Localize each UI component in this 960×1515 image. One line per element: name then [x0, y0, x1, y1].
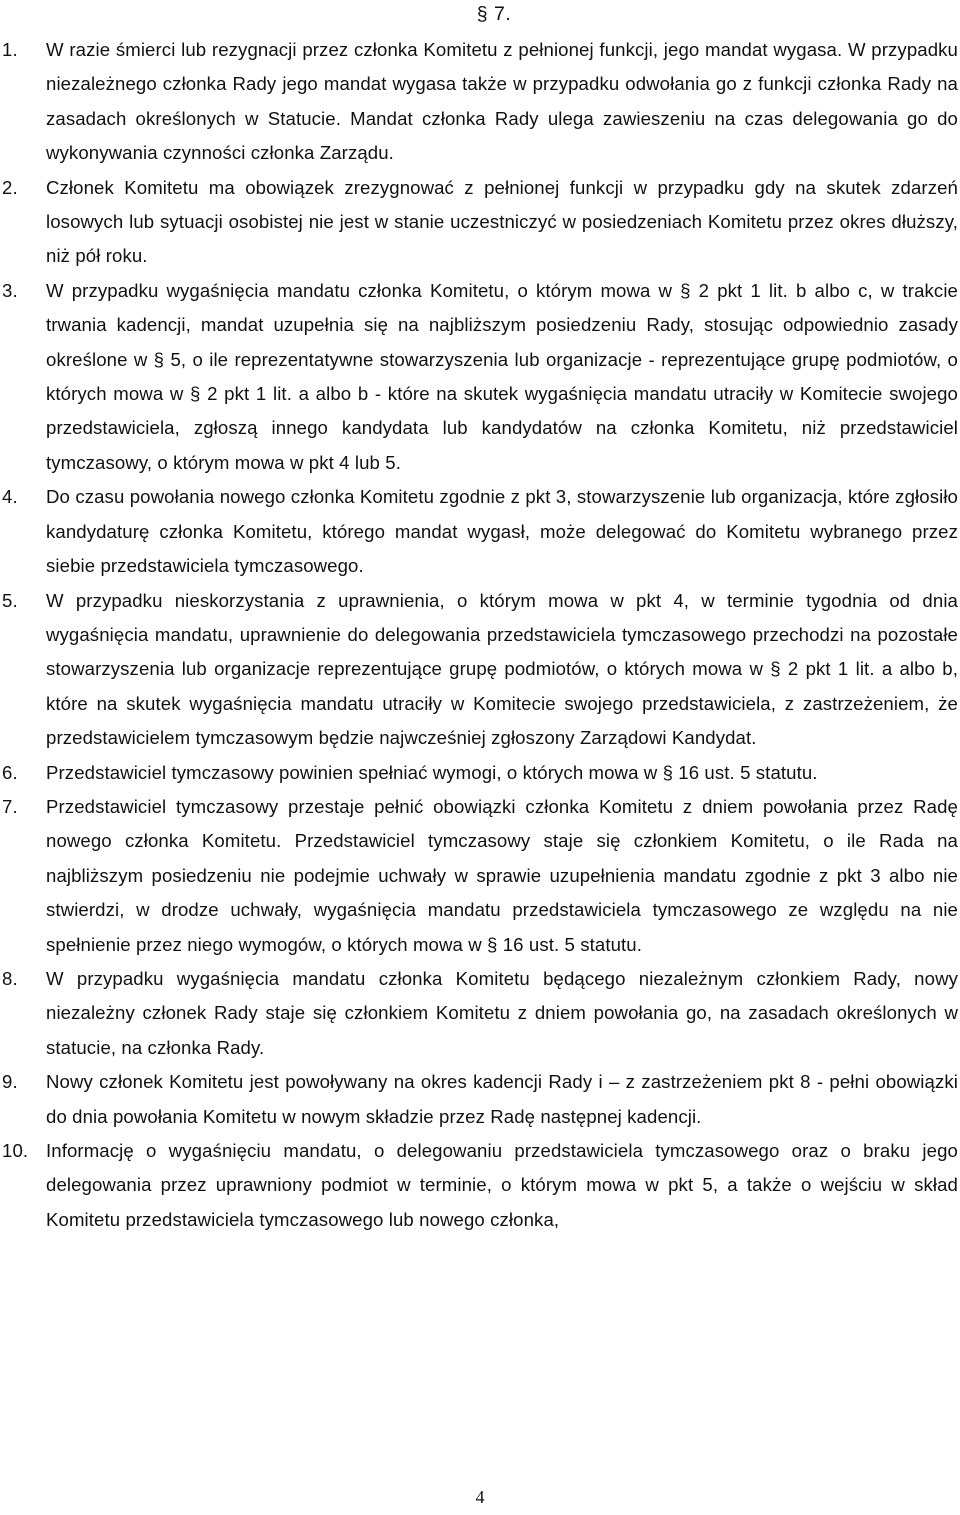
item-number: 10.: [2, 1140, 29, 1161]
section-heading-text: § 7.: [476, 3, 512, 25]
item-number: 1.: [2, 39, 18, 60]
list-item-5: [0, 584, 958, 756]
section-heading: [0, 2, 960, 26]
list-item-4: [0, 480, 958, 583]
item-text: Nowy członek Komitetu jest powoływany na okres kadencji Rady i – z zastrzeżeniem pkt 8 - pełni obowiązki do dnia powołania Komitetu w nowym składzie przez Radę następnej kadencji.: [46, 1071, 958, 1127]
numbered-list: [0, 33, 958, 1237]
item-text: Członek Komitetu ma obowiązek zrezygnować z pełnionej funkcji w przypadku gdy na skutek zdarzeń losowych lub sytuacji osobistej nie jest w stanie uczestniczyć w posiedzeniach Komitetu przez okres dłuższy, niż pół roku.: [46, 176, 958, 267]
item-text: W przypadku wygaśnięcia mandatu członka Komitetu, o którym mowa w § 2 pkt 1 lit. b albo c, w trakcie trwania kadencji, mandat uzupełnia się na najbliższym posiedzeniu Rady, stosując odpowiednio zasady określone w § 5, o ile reprezentatywne stowarzyszenia lub organizacje - reprezentujące grupę podmiotów, o których mowa w § 2 pkt 1 lit. a albo b - które na skutek wygaśnięcia mandatu utraciły w Komitecie swojego przedstawiciela, zgłoszą innego kandydata lub kandydatów na członka Komitetu, niż przedstawiciel tymczasowy, o którym mowa w pkt 4 lub 5.: [46, 279, 958, 473]
item-text: W przypadku nieskorzystania z uprawnienia, o którym mowa w pkt 4, w terminie tygodnia od dnia wygaśnięcia mandatu, uprawnienie do delegowania przedstawiciela tymczasowego przechodzi na pozostałe stowarzyszenia lub organizacje reprezentujące grupę podmiotów, o których mowa w § 2 pkt 1 lit. a albo b, które na skutek wygaśnięcia mandatu utraciły w Komitecie swojego przedstawiciela, z zastrzeżeniem, że przedstawicielem tymczasowym będzie najwcześniej zgłoszony Zarządowi Kandydat.: [46, 589, 958, 749]
list-item-6: [0, 756, 958, 790]
item-text: Informację o wygaśnięciu mandatu, o delegowaniu przedstawiciela tymczasowego oraz o braku jego delegowania przez uprawniony podmiot w terminie, o którym mowa w pkt 5, a także o wejściu w skład Komitetu przedstawiciela tymczasowego lub nowego członka,: [46, 1140, 958, 1230]
list-item-8: [0, 962, 958, 1065]
item-text: Przedstawiciel tymczasowy przestaje pełnić obowiązki członka Komitetu z dniem powołania przez Radę nowego członka Komitetu. Przedstawiciel tymczasowy staje się członkiem Komitetu, o ile Rada na najbliższym posiedzeniu nie podejmie uchwały w sprawie uzupełnienia mandatu zgodnie z pkt 3 albo nie stwierdzi, w drodze uchwały, wygaśnięcia mandatu przedstawiciela tymczasowego ze względu na nie spełnienie przez niego wymogów, o których mowa w § 16 ust. 5 statutu.: [46, 795, 958, 955]
list-item-1: [0, 33, 958, 171]
list-item-10: [0, 1134, 958, 1237]
item-text: Przedstawiciel tymczasowy powinien spełniać wymogi, o których mowa w § 16 ust. 5 statutu.: [46, 761, 818, 783]
item-number: 7.: [2, 795, 18, 817]
list-item-7: [0, 790, 958, 962]
page-number: 4: [475, 1487, 485, 1507]
item-text: W przypadku wygaśnięcia mandatu członka Komitetu będącego niezależnym członkiem Rady, nowy niezależny członek Rady staje się członkiem Komitetu z dniem powołania go, na zasadach określonych w statucie, na członka Rady.: [46, 967, 958, 1058]
item-number: 9.: [2, 1071, 18, 1093]
list-item-3: [0, 274, 958, 480]
list-item-9: [0, 1065, 958, 1134]
list-item-2: [0, 171, 958, 274]
item-text: Do czasu powołania nowego członka Komitetu zgodnie z pkt 3, stowarzyszenie lub organizacja, które zgłosiło kandydaturę członka Komitetu, którego mandat wygasł, może delegować do Komitetu wybranego przez siebie przedstawiciela tymczasowego.: [46, 486, 958, 577]
item-number: 2.: [2, 176, 18, 198]
item-number: 3.: [2, 279, 18, 301]
item-number: 8.: [2, 967, 18, 989]
item-number: 4.: [2, 486, 18, 508]
item-number: 5.: [2, 589, 18, 611]
item-text: W razie śmierci lub rezygnacji przez członka Komitetu z pełnionej funkcji, jego mandat wygasa. W przypadku niezależnego członka Rady jego mandat wygasa także w przypadku odwołania go z funkcji członka Rady na zasadach określonych w Statucie. Mandat członka Rady ulega zawieszeniu na czas delegowania go do wykonywania czynności członka Zarządu.: [46, 39, 958, 164]
item-number: 6.: [2, 761, 18, 783]
